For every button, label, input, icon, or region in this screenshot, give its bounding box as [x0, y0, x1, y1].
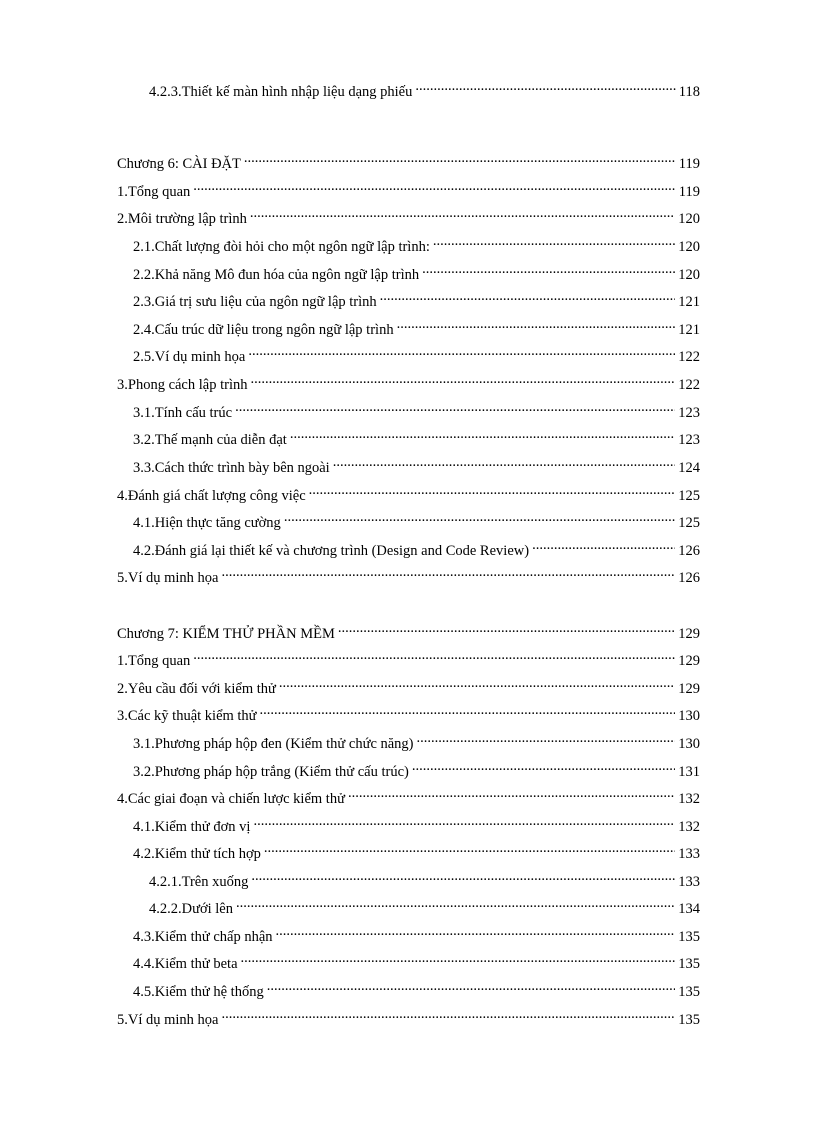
toc-entry-title: 1.Tổng quan — [117, 653, 191, 669]
toc-entry-page: 118 — [678, 84, 700, 100]
toc-entry-title: 2.Môi trường lập trình — [117, 211, 247, 227]
toc-entry-page: 126 — [678, 543, 700, 559]
toc-entry-title: 3.Phong cách lập trình — [117, 377, 248, 393]
toc-entry-title: 4.4.Kiểm thử beta — [133, 956, 238, 972]
toc-leader-dots — [397, 314, 676, 334]
toc-chapter-heading[interactable] — [117, 148, 700, 172]
toc-entry-title: 3.2.Thế mạnh của diễn đạt — [133, 432, 287, 448]
toc-entry-title: 4.2.2.Dưới lên — [149, 901, 233, 917]
toc-entry-page: 129 — [678, 653, 700, 669]
toc-entry[interactable] — [133, 424, 700, 448]
toc-entry-title: 4.2.1.Trên xuống — [149, 874, 249, 890]
toc-entry-title: 3.3.Cách thức trình bày bên ngoài — [133, 460, 330, 476]
toc-entry-title: 4.5.Kiểm thử hệ thống — [133, 984, 264, 1000]
toc-leader-dots — [290, 424, 675, 444]
toc-entry[interactable] — [117, 562, 700, 586]
toc-leader-dots — [276, 921, 676, 941]
toc-entry-title: 5.Ví dụ minh họa — [117, 1012, 219, 1028]
toc-entry-page: 121 — [678, 322, 700, 338]
toc-entry-title: Chương 6: CÀI ĐẶT — [117, 156, 241, 172]
toc-entry-title: 2.2.Khả năng Mô đun hóa của ngôn ngữ lập trình — [133, 267, 420, 283]
toc-entry[interactable] — [133, 756, 700, 780]
toc-entry[interactable] — [133, 535, 700, 559]
toc-entry-page: 120 — [678, 267, 700, 283]
toc-entry-title: 4.2.3.Thiết kế màn hình nhập liệu dạng phiếu — [149, 84, 413, 100]
toc-leader-dots — [433, 231, 675, 251]
toc-entry-title: 4.2.Kiểm thử tích hợp — [133, 846, 261, 862]
toc-entry-page: 120 — [678, 211, 700, 227]
toc-entry[interactable] — [133, 341, 700, 365]
toc-entry[interactable] — [133, 231, 700, 255]
toc-entry-page: 121 — [678, 294, 700, 310]
toc-entry[interactable] — [133, 507, 700, 531]
toc-leader-dots — [250, 203, 675, 223]
toc-entry-page: 129 — [678, 681, 700, 697]
toc-entry[interactable] — [117, 369, 700, 393]
toc-entry-title: 2.3.Giá trị sưu liệu của ngôn ngữ lập trình — [133, 294, 377, 310]
toc-entry-page: 131 — [678, 764, 700, 780]
toc-leader-dots — [338, 618, 675, 638]
toc-entry-page: 120 — [678, 239, 700, 255]
toc-leader-dots — [380, 286, 676, 306]
toc-entry-page: 125 — [678, 488, 700, 504]
toc-entry-page: 125 — [678, 515, 700, 531]
toc-entry-title: 4.Đánh giá chất lượng công việc — [117, 488, 306, 504]
toc-entry[interactable] — [133, 728, 700, 752]
toc-entry-title: 4.1.Kiểm thử đơn vị — [133, 819, 251, 835]
toc-entry-page: 122 — [678, 349, 700, 365]
toc-entry-title: 4.1.Hiện thực tăng cường — [133, 515, 281, 531]
toc-entry-page: 130 — [678, 708, 700, 724]
toc-entry-page: 130 — [678, 736, 700, 752]
toc-leader-dots — [193, 645, 675, 665]
toc-entry[interactable] — [117, 673, 700, 697]
toc-entry-page: 123 — [678, 432, 700, 448]
toc-entry-page: 122 — [678, 377, 700, 393]
toc-leader-dots — [244, 148, 676, 168]
toc-leader-dots — [417, 728, 676, 748]
toc-entry-title: 3.2.Phương pháp hộp trắng (Kiểm thử cấu trúc) — [133, 764, 409, 780]
toc-entry-page: 119 — [678, 156, 700, 172]
toc-leader-dots — [222, 562, 676, 582]
toc-entry[interactable] — [133, 948, 700, 972]
toc-leader-dots — [309, 480, 676, 500]
toc-leader-dots — [260, 700, 676, 720]
toc-entry-title: 4.2.Đánh giá lại thiết kế và chương trình (Design and Code Review) — [133, 543, 530, 559]
toc-entry-title: 4.3.Kiểm thử chấp nhận — [133, 929, 273, 945]
toc-leader-dots — [284, 507, 675, 527]
toc-entry[interactable] — [117, 700, 700, 724]
toc-entry[interactable] — [117, 645, 700, 669]
toc-entry[interactable] — [117, 176, 700, 200]
toc-leader-dots — [241, 948, 676, 968]
toc-leader-dots — [415, 76, 675, 96]
toc-leader-dots — [267, 976, 676, 996]
toc-entry-page: 123 — [678, 405, 700, 421]
toc-leader-dots — [264, 838, 675, 858]
toc-leader-dots — [279, 673, 675, 693]
toc-leader-dots — [193, 176, 675, 196]
toc-entry-title: 1.Tổng quan — [117, 184, 191, 200]
toc-entry[interactable] — [133, 452, 700, 476]
toc-leader-dots — [235, 397, 675, 417]
toc-entry-title: 2.4.Cấu trúc dữ liệu trong ngôn ngữ lập trình — [133, 322, 394, 338]
toc-entry[interactable] — [133, 976, 700, 1000]
toc-leader-dots — [251, 866, 675, 886]
toc-entry-page: 132 — [678, 819, 700, 835]
toc-entry[interactable] — [133, 838, 700, 862]
toc-entry-title: 2.1.Chất lượng đòi hỏi cho một ngôn ngữ lập trình: — [133, 239, 430, 255]
toc-leader-dots — [222, 1004, 676, 1024]
toc-entry-title: 3.1.Phương pháp hộp đen (Kiểm thử chức năng) — [133, 736, 414, 752]
toc-leader-dots — [333, 452, 676, 472]
toc-entry[interactable] — [133, 286, 700, 310]
toc-chapter-heading[interactable] — [117, 618, 700, 642]
toc-entry[interactable] — [133, 811, 700, 835]
toc-entry-page: 133 — [678, 846, 700, 862]
toc-entry[interactable] — [117, 480, 700, 504]
toc-entry[interactable] — [133, 259, 700, 283]
toc-entry-page: 133 — [678, 874, 700, 890]
toc-entry-title: 3.1.Tính cấu trúc — [133, 405, 233, 421]
toc-entry[interactable] — [133, 314, 700, 338]
toc-leader-dots — [253, 811, 675, 831]
toc-entry[interactable] — [149, 866, 700, 890]
toc-entry[interactable] — [149, 893, 700, 917]
toc-entry-page: 135 — [678, 956, 700, 972]
toc-entry[interactable] — [133, 397, 700, 421]
toc-leader-dots — [250, 369, 675, 389]
toc-entry-page: 132 — [678, 791, 700, 807]
toc-entry-page: 129 — [678, 626, 700, 642]
toc-entry-title: 2.Yêu cầu đối với kiểm thử — [117, 681, 276, 697]
toc-entry-page: 134 — [678, 901, 700, 917]
toc-entry-page: 135 — [678, 929, 700, 945]
toc-entry[interactable] — [117, 783, 700, 807]
toc-leader-dots — [412, 756, 675, 776]
toc-leader-dots — [236, 893, 675, 913]
toc-entry-page: 119 — [678, 184, 700, 200]
toc-entry-title: 5.Ví dụ minh họa — [117, 570, 219, 586]
toc-leader-dots — [532, 535, 675, 555]
toc-leader-dots — [348, 783, 675, 803]
toc-leader-dots — [422, 259, 675, 279]
toc-entry-title: 2.5.Ví dụ minh họa — [133, 349, 246, 365]
toc-entry[interactable] — [133, 921, 700, 945]
toc-entry-page: 124 — [678, 460, 700, 476]
toc-entry[interactable] — [117, 203, 700, 227]
toc-leader-dots — [248, 341, 675, 361]
toc-entry-page: 135 — [678, 984, 700, 1000]
toc-entry-page: 126 — [678, 570, 700, 586]
toc-entry[interactable] — [117, 1004, 700, 1028]
toc-entry[interactable] — [149, 76, 700, 100]
toc-entry-page: 135 — [678, 1012, 700, 1028]
toc-entry-title: Chương 7: KIỂM THỬ PHẦN MỀM — [117, 626, 335, 642]
toc-entry-title: 3.Các kỹ thuật kiểm thử — [117, 708, 257, 724]
toc-entry-title: 4.Các giai đoạn và chiến lược kiểm thử — [117, 791, 345, 807]
